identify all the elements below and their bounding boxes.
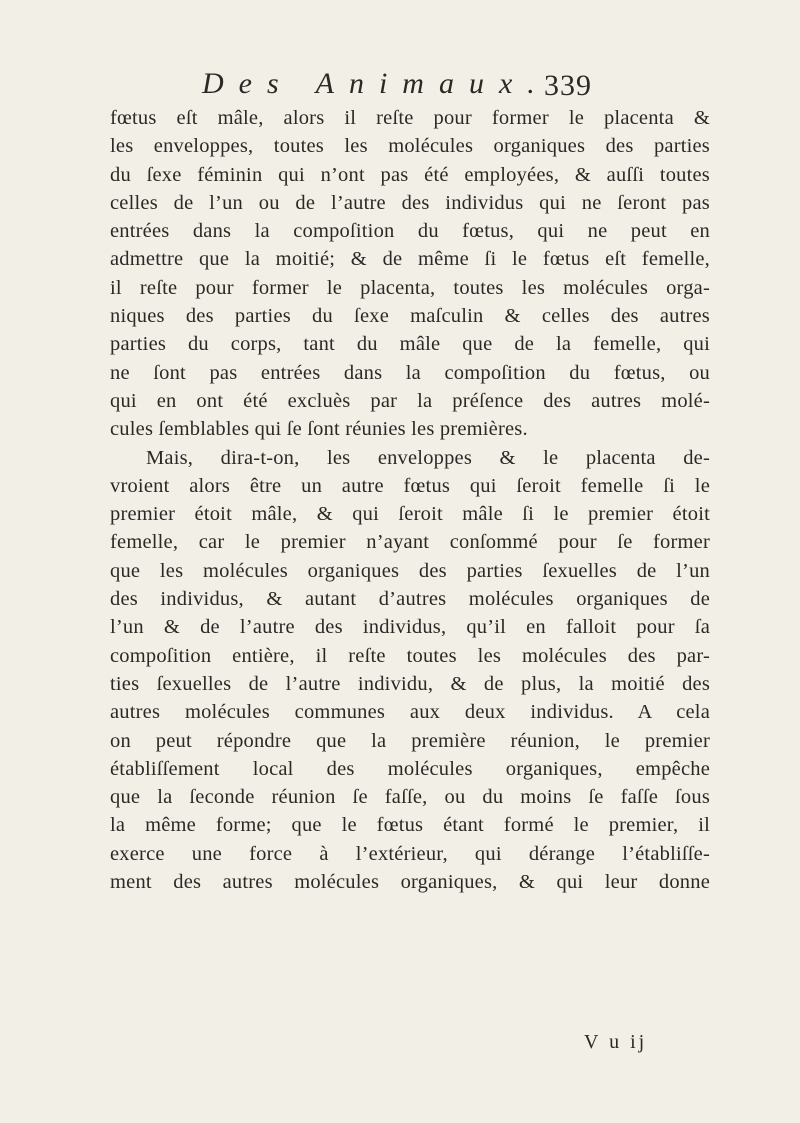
text-line: ment des autres molécules organiques, & qui leur donne [110,871,710,894]
text-line: qui en ont été excluès par la préſence des autres molé- [110,389,710,412]
text-line: l’un & de l’autre des individus, qu’il en falloit pour ſa [110,616,710,639]
text-line: ne ſont pas entrées dans la compoſition du fœtus, ou [110,361,710,384]
text-line: admettre que la moitié; & de même ſi le fœtus eſt femelle, [110,248,710,271]
text-line: exerce une force à l’extérieur, qui dérange l’établiſſe- [110,842,710,865]
page-number: 339 [544,69,592,102]
text-line: autres molécules communes aux deux individus. A cela [110,701,710,724]
text-line: fœtus eſt mâle, alors il reſte pour former le placenta & [110,107,710,129]
running-title: Des Animaux. [202,67,550,100]
signature-mark: V u ij [584,1031,648,1053]
text-line: cules ſemblables qui ſe ſont réunies les premières. [110,418,528,441]
paragraph-start-line: Mais, dira-t-on, les enveloppes & le placenta de- [146,446,710,469]
body-text [110,104,710,896]
text-line: niques des parties du ſexe maſculin & celles des autres [110,305,710,328]
text-line: ties ſexuelles de l’autre individu, & de plus, la moitié des [110,672,710,695]
text-line: du ſexe féminin qui n’ont pas été employées, & auſſi toutes [110,163,710,186]
text-line: que la ſeconde réunion ſe faſſe, ou du moins ſe faſſe ſous [110,786,710,809]
text-line: il reſte pour former le placenta, toutes les molécules orga- [110,276,710,299]
text-line: premier étoit mâle, & qui ſeroit mâle ſi le premier étoit [110,503,710,526]
text-line: compoſition entière, il reſte toutes les molécules des par- [110,644,710,667]
text-line: des individus, & autant d’autres molécules organiques de [110,588,710,611]
text-line: femelle, car le premier n’ayant conſommé pour ſe former [110,531,710,554]
text-line: celles de l’un ou de l’autre des individus qui ne ſeront pas [110,191,710,214]
text-line: vroient alors être un autre fœtus qui ſeroit femelle ſi le [110,474,710,497]
text-line: la même forme; que le fœtus étant formé le premier, il [110,814,710,837]
text-line: les enveloppes, toutes les molécules organiques des parties [110,135,710,158]
text-line: on peut répondre que la première réunion, le premier [110,729,710,752]
text-line: que les molécules organiques des parties ſexuelles de l’un [110,559,710,582]
running-head [202,64,642,104]
text-line: établiſſement local des molécules organiques, empêche [110,757,710,780]
text-line: parties du corps, tant du mâle que de la femelle, qui [110,333,710,356]
text-line: entrées dans la compoſition du fœtus, qui ne peut en [110,220,710,243]
